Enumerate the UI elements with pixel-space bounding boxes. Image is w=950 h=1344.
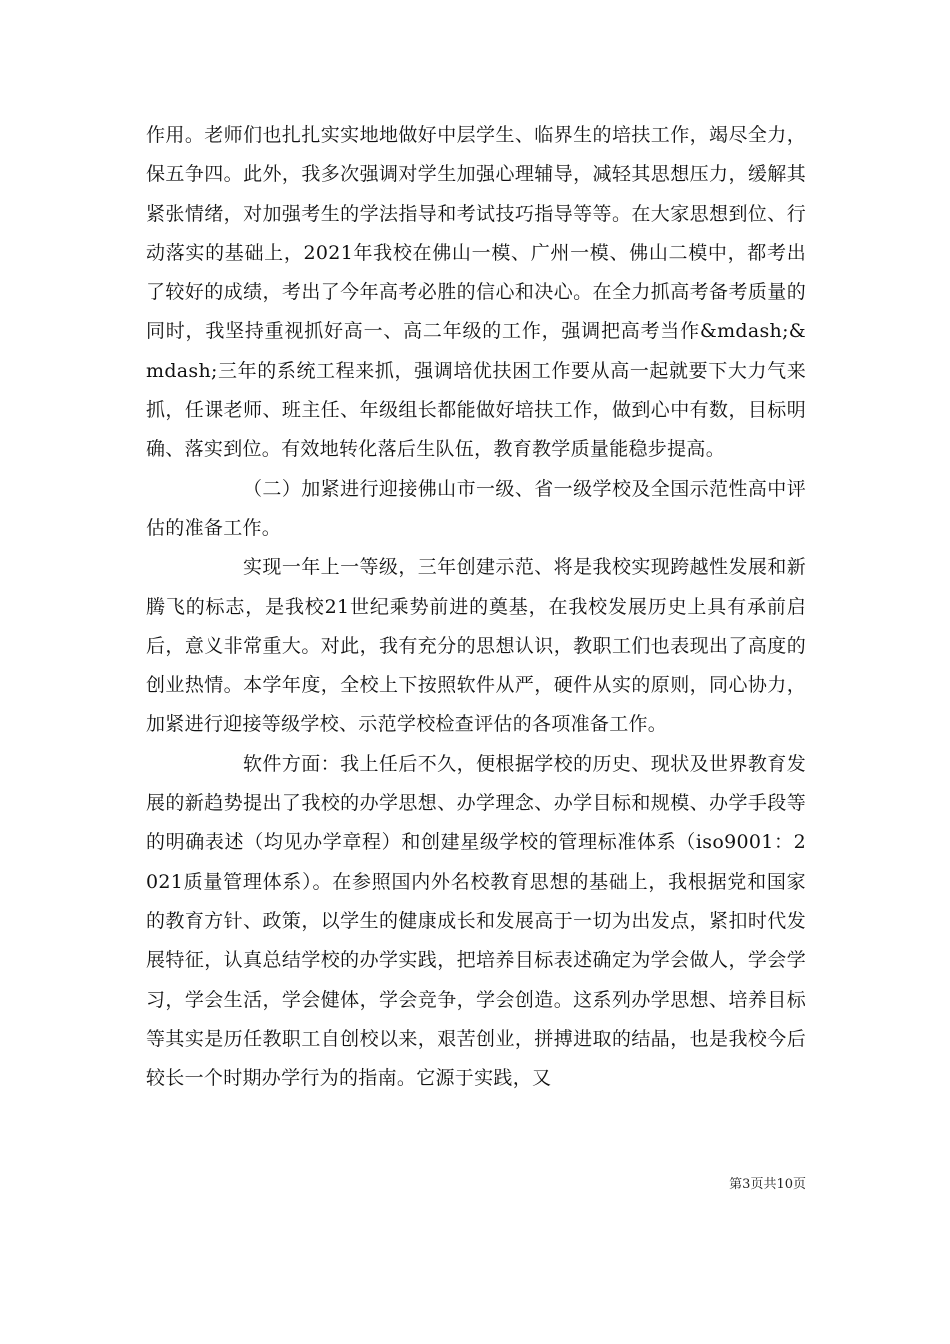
paragraph-continuation: 作用。老师们也扎扎实实地地做好中层学生、临界生的培扶工作，竭尽全力，保五争四。此外，我多次强调对学生加强心理辅导，减轻其思想压力，缓解其紧张情绪，对加强考生的学法指导和考试技巧指导等等。在大家思想到位、行动落实的基础上，2021年我校在佛山一模、广州一模、佛山二模中，都考出了较好的成绩，考出了今年高考必胜的信心和决心。在全力抓高考备考质量的同时，我坚持重视抓好高一、高二年级的工作，强调把高考当作&mdash;&mdash;三年的系统工程来抓，强调培优扶困工作要从高一起就要下大力气来抓，任课老师、班主任、年级组长都能做好培扶工作，做到心中有数，目标明确、落实到位。有效地转化落后生队伍，教育教学质量能稳步提高。 [146, 124, 806, 461]
page-number-footer: 第3页共10页 [729, 1177, 806, 1192]
paragraph-grade-upgrade: 实现一年上一等级，三年创建示范、将是我校实现跨越性发展和新腾飞的标志，是我校21世纪乘势前进的奠基，在我校发展历史上具有承前启后，意义非常重大。对此，我有充分的思想认识，教职工们也表现出了高度的创业热情。本学年度，全校上下按照软件从严，硬件从实的原则，同心协力，加紧进行迎接等级学校、示范学校检查评估的各项准备工作。 [146, 556, 806, 736]
document-body [146, 116, 806, 1098]
paragraph-software-aspect: 软件方面：我上任后不久，便根据学校的历史、现状及世界教育发展的新趋势提出了我校的办学思想、办学理念、办学目标和规模、办学手段等的明确表述（均见办学章程）和创建星级学校的管理标准体系（iso9001：2021质量管理体系）。在参照国内外名校教育思想的基础上，我根据党和国家的教育方针、政策，以学生的健康成长和发展高于一切为出发点，紧扣时代发展特征，认真总结学校的办学实践，把培养目标表述确定为学会做人，学会学习，学会生活，学会健体，学会竞争，学会创造。这系列办学思想、培养目标等其实是历任教职工自创校以来，艰苦创业，拼搏进取的结晶，也是我校今后较长一个时期办学行为的指南。它源于实践，又 [146, 752, 806, 1090]
section-heading-two: （二）加紧进行迎接佛山市一级、省一级学校及全国示范性高中评估的准备工作。 [146, 477, 806, 539]
